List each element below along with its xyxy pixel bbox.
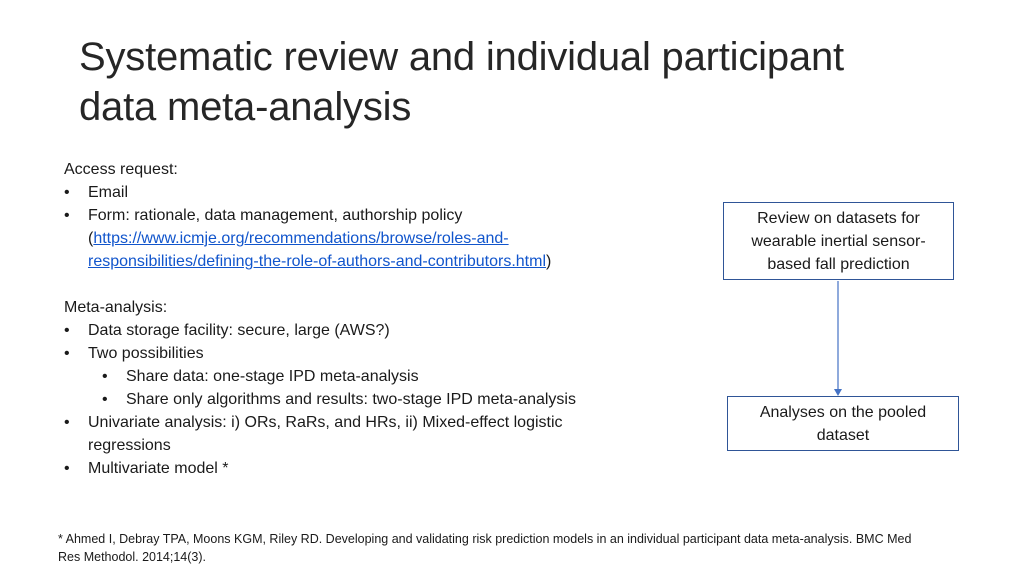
bullet-multivariate-text: Multivariate model * — [88, 460, 229, 477]
bullet-univariate — [64, 411, 684, 457]
bullet-possibilities-text: Two possibilities — [88, 345, 204, 362]
bullet-univariate-line-1: Univariate analysis: i) ORs, RaRs, and HRs, ii) Mixed-effect logistic — [88, 414, 563, 431]
bullet-email-text: Email — [88, 184, 129, 201]
pooled-box-line-2: dataset — [816, 427, 870, 444]
sub-bullet-share-algorithms — [88, 388, 684, 411]
bullet-univariate-line-2: regressions — [88, 437, 171, 454]
review-box-line-1: Review on datasets for — [757, 210, 920, 227]
possibilities-sublist — [64, 365, 684, 411]
meta-analysis-heading: Meta-analysis: — [64, 299, 168, 316]
flow-arrow-head — [834, 389, 842, 396]
sub-bullet-share-algorithms-text: Share only algorithms and results: two-stage IPD meta-analysis — [126, 391, 576, 408]
icmje-link-part-2: responsibilities/defining-the-role-of-authors-and-contributors.html — [88, 253, 546, 270]
review-box-line-2: wearable inertial sensor- — [751, 233, 926, 250]
bullet-multivariate — [64, 457, 684, 480]
icmje-link-part-1: https://www.icmje.org/recommendations/browse/roles-and- — [93, 230, 509, 247]
access-request-list — [64, 181, 684, 273]
footnote-line-1: * Ahmed I, Debray TPA, Moons KGM, Riley RD. Developing and validating risk prediction models in an individual participant data meta-analysis. BMC Med — [58, 532, 912, 546]
content-body — [64, 158, 684, 480]
sub-bullet-share-data — [88, 365, 684, 388]
bullet-storage-text: Data storage facility: secure, large (AWS?) — [88, 322, 390, 339]
access-request-heading: Access request: — [64, 161, 178, 178]
sub-bullet-share-data-text: Share data: one-stage IPD meta-analysis — [126, 368, 419, 385]
meta-analysis-list — [64, 319, 684, 365]
review-box-line-3: based fall prediction — [767, 256, 910, 273]
bullet-possibilities — [64, 342, 684, 365]
analysis-list — [64, 411, 684, 480]
open-paren: ( — [88, 230, 94, 247]
bullet-form-text: Form: rationale, data management, authorship policy — [88, 207, 463, 224]
bullet-storage — [64, 319, 684, 342]
title-line-1: Systematic review and individual participant — [79, 35, 844, 79]
title-line-2: data meta-analysis — [79, 85, 412, 129]
footnote-reference — [58, 530, 998, 566]
spacer — [64, 273, 684, 296]
bullet-email — [64, 181, 684, 204]
slide-title — [79, 32, 959, 132]
footnote-line-2: Res Methodol. 2014;14(3). — [58, 550, 207, 564]
close-paren: ) — [546, 253, 552, 270]
review-datasets-box — [723, 202, 954, 280]
pooled-box-line-1: Analyses on the pooled — [759, 404, 927, 421]
bullet-form — [64, 204, 684, 273]
icmje-link[interactable] — [88, 230, 546, 270]
pooled-analyses-box — [727, 396, 959, 451]
